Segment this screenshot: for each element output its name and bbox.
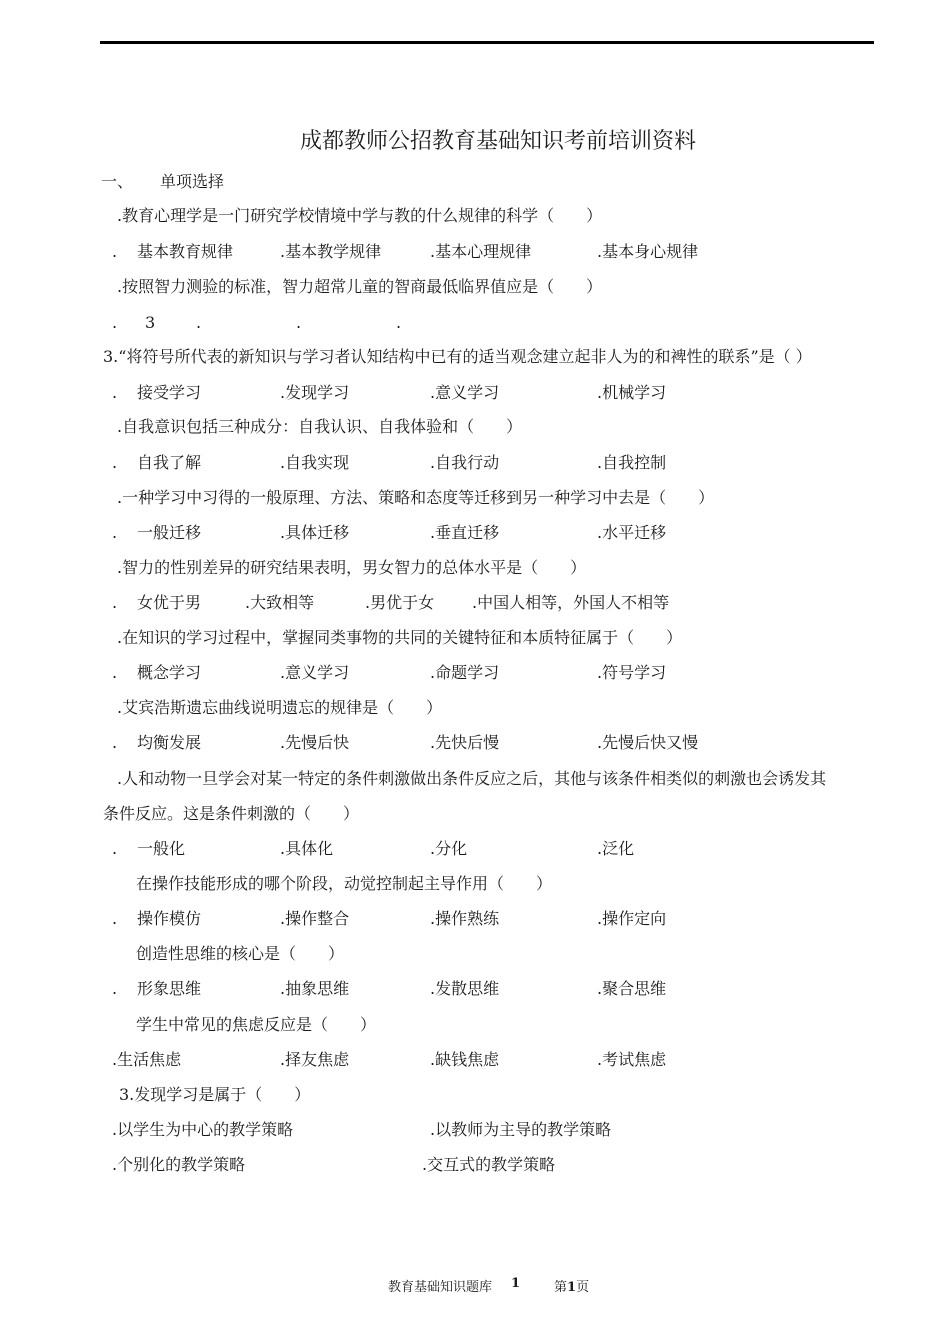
text-line: . bbox=[112, 242, 118, 261]
text-line: .以教师为主导的教学策略 bbox=[430, 1120, 612, 1139]
text-line: .自我实现 bbox=[280, 453, 350, 472]
text-line: .中国人相等，外国人不相等 bbox=[472, 593, 670, 612]
text-line: .自我控制 bbox=[597, 453, 667, 472]
text-line: 一般化 bbox=[137, 839, 186, 858]
text-line: .以学生为中心的教学策略 bbox=[112, 1120, 294, 1139]
footer-number: 1 bbox=[511, 1276, 521, 1291]
text-line: .抽象思维 bbox=[280, 979, 350, 998]
text-line: .按照智力测验的标准，智力超常儿童的智商最低临界值应是（ ） bbox=[117, 277, 603, 296]
text-line: .意义学习 bbox=[280, 663, 350, 682]
text-line: .交互式的教学策略 bbox=[422, 1155, 556, 1174]
text-line: .智力的性别差异的研究结果表明，男女智力的总体水平是（ ） bbox=[117, 558, 587, 577]
text-line: . bbox=[296, 313, 302, 332]
text-line: .基本身心规律 bbox=[597, 242, 699, 261]
text-line: .分化 bbox=[430, 839, 468, 858]
text-line: .基本心理规律 bbox=[430, 242, 532, 261]
section-heading: 单项选择 bbox=[160, 172, 225, 191]
text-line: .意义学习 bbox=[430, 383, 500, 402]
text-line: .操作定向 bbox=[597, 909, 667, 928]
text-line: 自我了解 bbox=[137, 453, 202, 472]
text-line: . bbox=[112, 383, 118, 402]
text-line: .水平迁移 bbox=[597, 523, 667, 542]
top-rule bbox=[100, 41, 874, 44]
text-line: 3.发现学习是属于（ ） bbox=[119, 1085, 311, 1104]
text-line: 均衡发展 bbox=[137, 733, 202, 752]
text-line: .生活焦虑 bbox=[112, 1050, 182, 1069]
text-line: .择友焦虑 bbox=[280, 1050, 350, 1069]
text-line: 形象思维 bbox=[137, 979, 202, 998]
text-line: . bbox=[112, 593, 118, 612]
text-line: .操作整合 bbox=[280, 909, 350, 928]
text-line: 女优于男 bbox=[137, 593, 202, 612]
text-line: .具体化 bbox=[280, 839, 334, 858]
text-line: 一般迁移 bbox=[137, 523, 202, 542]
text-line: 接受学习 bbox=[137, 383, 202, 402]
text-line: 基本教育规律 bbox=[137, 242, 234, 261]
text-line: .具体迁移 bbox=[280, 523, 350, 542]
text-line: . bbox=[112, 313, 118, 332]
text-line: .操作熟练 bbox=[430, 909, 500, 928]
text-line: 创造性思维的核心是（ ） bbox=[136, 944, 345, 963]
text-line: .基本教学规律 bbox=[280, 242, 382, 261]
section-number: 一、 bbox=[101, 172, 134, 191]
text-line: .发现学习 bbox=[280, 383, 350, 402]
text-line: .教育心理学是一门研究学校情境中学与教的什么规律的科学（ ） bbox=[117, 206, 603, 225]
text-line: .男优于女 bbox=[365, 593, 435, 612]
text-line: . bbox=[396, 313, 402, 332]
text-line: .先快后慢 bbox=[430, 733, 500, 752]
text-line: .自我行动 bbox=[430, 453, 500, 472]
text-line: .命题学习 bbox=[430, 663, 500, 682]
text-line: . bbox=[112, 663, 118, 682]
footer-title: 教育基础知识题库 bbox=[388, 1280, 493, 1295]
text-line: .聚合思维 bbox=[597, 979, 667, 998]
text-line: .自我意识包括三种成分：自我认识、自我体验和（ ） bbox=[117, 417, 523, 436]
document-title: 成都教师公招教育基础知识考前培训资料 bbox=[299, 129, 696, 154]
text-line: . bbox=[112, 839, 118, 858]
text-line: .个别化的教学策略 bbox=[112, 1155, 246, 1174]
text-line: .一种学习中习得的一般原理、方法、策略和态度等迁移到另一种学习中去是（ ） bbox=[117, 488, 715, 507]
text-line: . bbox=[112, 453, 118, 472]
text-line: 学生中常见的焦虑反应是（ ） bbox=[136, 1015, 377, 1034]
text-line: .垂直迁移 bbox=[430, 523, 500, 542]
text-line: .泛化 bbox=[597, 839, 635, 858]
text-line: . bbox=[112, 979, 118, 998]
text-line: 概念学习 bbox=[137, 663, 202, 682]
text-line: .先慢后快又慢 bbox=[597, 733, 699, 752]
text-line: .大致相等 bbox=[245, 593, 315, 612]
text-line: .缺钱焦虑 bbox=[430, 1050, 500, 1069]
text-line: . bbox=[196, 313, 202, 332]
text-line: .在知识的学习过程中，掌握同类事物的共同的关键特征和本质特征属于（ ） bbox=[117, 628, 683, 647]
text-line: . bbox=[112, 733, 118, 752]
text-line: .艾宾浩斯遗忘曲线说明遗忘的规律是（ ） bbox=[117, 698, 443, 717]
text-line: .发散思维 bbox=[430, 979, 500, 998]
text-line: 在操作技能形成的哪个阶段，动觉控制起主导作用（ ） bbox=[136, 874, 553, 893]
text-line: .考试焦虑 bbox=[597, 1050, 667, 1069]
text-line: .人和动物一旦学会对某一特定的条件刺激做出条件反应之后，其他与该条件相类似的刺激也会诱发其 bbox=[117, 769, 827, 788]
text-line: 3 bbox=[145, 313, 156, 332]
text-line: 操作模仿 bbox=[137, 909, 202, 928]
text-line: . bbox=[112, 523, 118, 542]
text-line: . bbox=[112, 909, 118, 928]
text-line: 3.“将符号所代表的新知识与学习者认知结构中已有的适当观念建立起非人为的和裨性的联系”是（ ） bbox=[103, 347, 812, 366]
text-line: .先慢后快 bbox=[280, 733, 350, 752]
footer-page: 第1页 bbox=[554, 1280, 590, 1295]
text-line: 条件反应。这是条件刺激的（ ） bbox=[103, 804, 360, 823]
text-line: .机械学习 bbox=[597, 383, 667, 402]
text-line: .符号学习 bbox=[597, 663, 667, 682]
